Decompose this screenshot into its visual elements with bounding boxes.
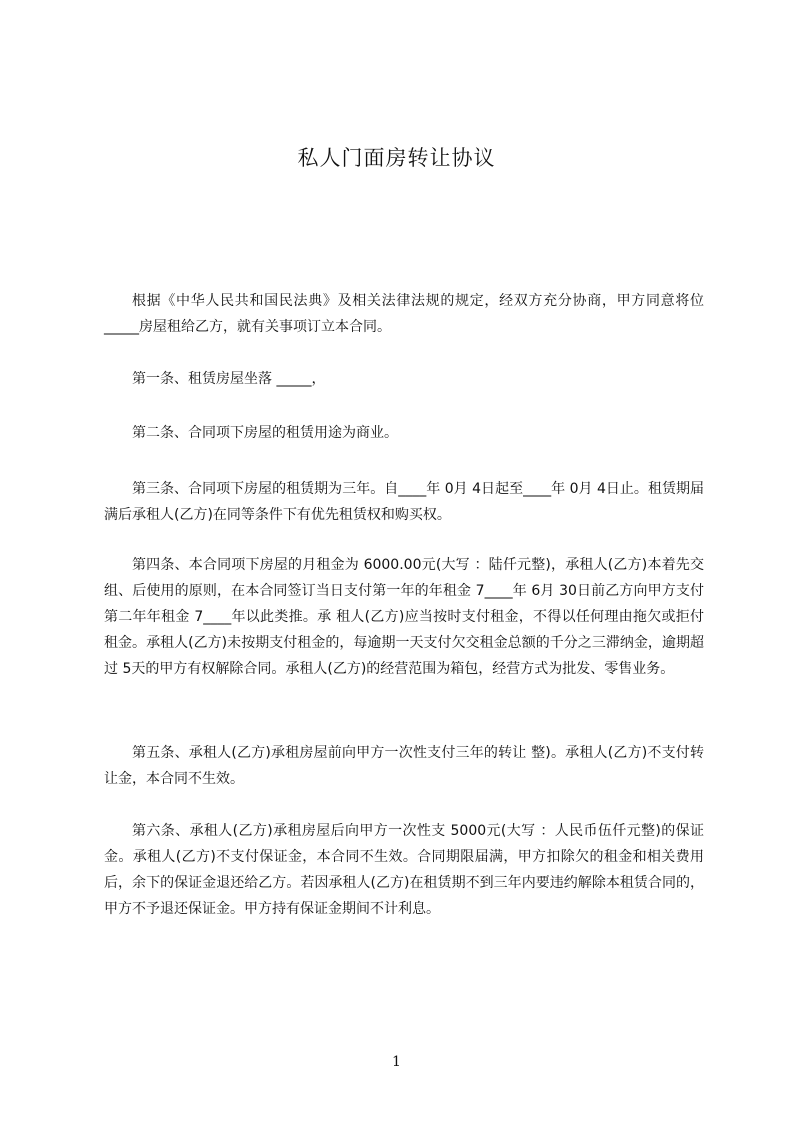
article-1-paragraph: 第一条、租赁房屋坐落 _____， xyxy=(132,371,326,387)
article-5-paragraph: 第五条、承租人(乙方)承租房屋前向甲方一次性支付三年的转让 整)。承租人(乙方)不支付转让金，本合同不生效。 xyxy=(104,745,704,787)
article-4-paragraph: 第四条、本合同项下房屋的月租金为 6000.00元(大写 ：陆仟元整)，承租人(乙方)本着先交组、后使用的原则，在本合同签订当日支付第一年的年租金 7____年 6月 30日前乙方向甲方支付第二年年租金 7____年以此类推。承 租人(乙方)应当按时支付租金，不得以任何理由拖欠或拒付租金。承租人(乙方)未按期支付租金的，每逾期一天支付欠交租金总额的千分之三滞纳金，逾期超过 5天的甲方有权解除合同。承租人(乙方)的经营范围为箱包，经营方式为批发、零售业务。 xyxy=(104,557,704,677)
preamble-paragraph: 根据《中华人民共和国民法典》及相关法律法规的规定，经双方充分协商，甲方同意将位 _____房屋租给乙方，就有关事项订立本合同。 xyxy=(104,293,704,335)
article-3-paragraph: 第三条、合同项下房屋的租赁期为三年。自____年 0月 4日起至____年 0月 4日止。租赁期届满后承租人(乙方)在同等条件下有优先租赁权和购买权。 xyxy=(104,481,704,523)
document-title: 私人门面房转让协议 xyxy=(297,146,496,170)
article-6-paragraph: 第六条、承租人(乙方)承租房屋后向甲方一次性支 5000元(大写 ：人民币伍仟元整)的保证金。承租人(乙方)不支付保证金，本合同不生效。合同期限届满，甲方扣除欠的租金和相关费用后，余下的保证金退还给乙方。若因承租人(乙方)在租赁期不到三年内要违约解除本租赁合同的，甲方不予退还保证金。甲方持有保证金期间不计利息。 xyxy=(104,823,704,917)
article-2-paragraph: 第二条、合同项下房屋的租赁用途为商业。 xyxy=(132,425,398,441)
page-number: 1 xyxy=(392,1054,401,1070)
